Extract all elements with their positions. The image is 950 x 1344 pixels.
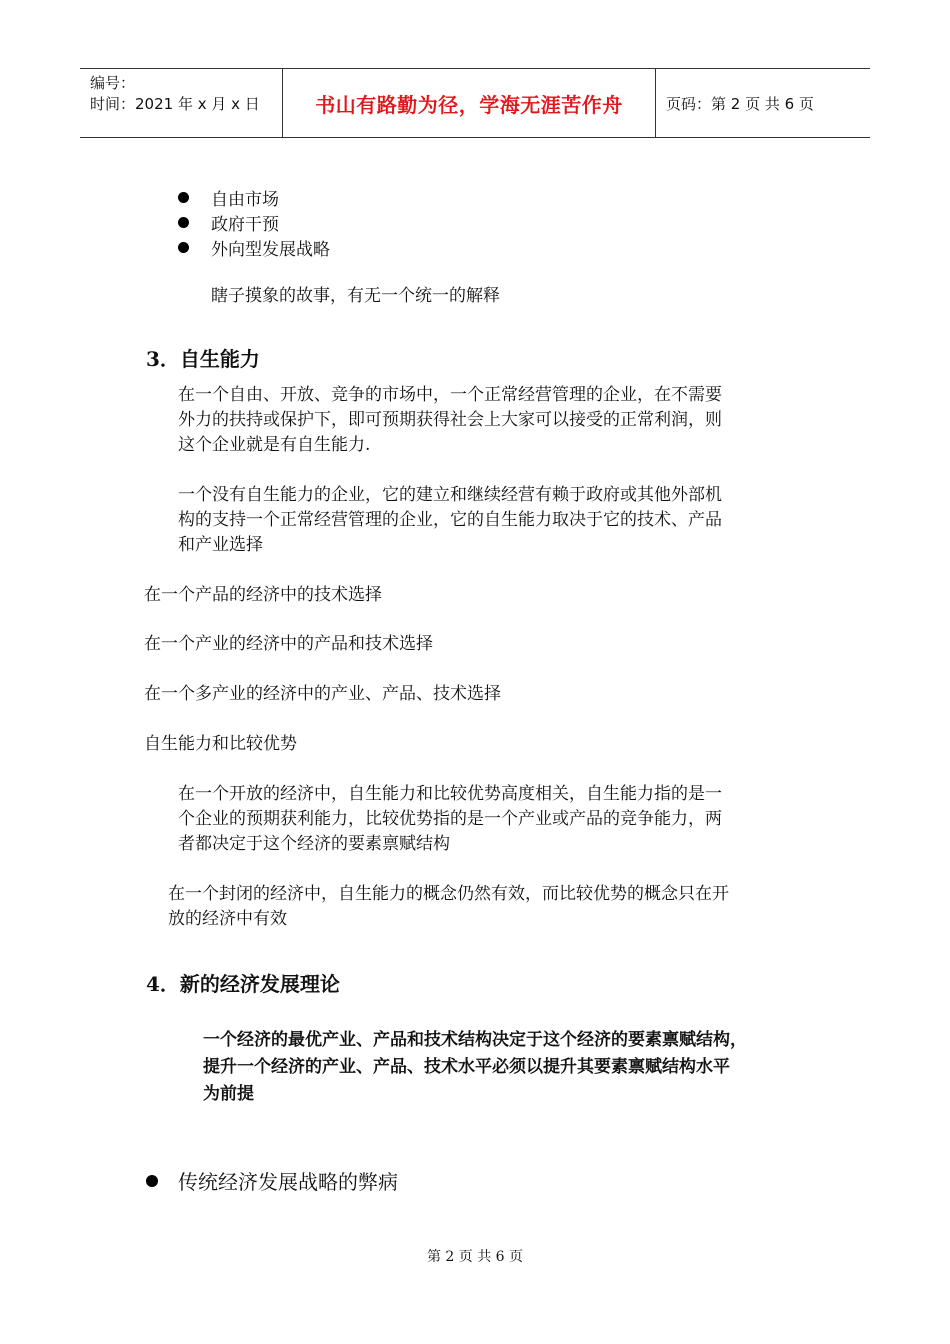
text-line: 个企业的预期获利能力，比较优势指的是一个产业或产品的竞争能力，两 [178, 809, 722, 829]
text-line: 在一个开放的经济中，自生能力和比较优势高度相关，自生能力指的是一 [178, 784, 722, 804]
blind-men-line: 瞎子摸象的故事，有无一个统一的解释 [211, 286, 500, 306]
doc-code-label: 编号： [90, 74, 136, 92]
header-page-label: 页码：第 2 页 共 6 页 [666, 94, 814, 113]
bullet-text: 政府干预 [211, 215, 279, 235]
text-line: 外力的扶持或保护下，即可预期获得社会上大家可以接受的正常利润，则 [178, 410, 722, 430]
bullet-dot-icon [178, 217, 189, 228]
text-line: 为前提 [203, 1084, 254, 1104]
section-4-heading: 4．新的经济发展理论 [146, 972, 340, 996]
text-line: 和产业选择 [178, 535, 263, 555]
section-3-paragraph-3 [178, 782, 722, 857]
page-footer: 第 2 页 共 6 页 [426, 1249, 524, 1265]
doc-time-label: 时间：2021 年 x 月 x 日 [90, 95, 260, 113]
text-line: 在一个封闭的经济中，自生能力的概念仍然有效，而比较优势的概念只在开 [168, 884, 729, 904]
text-line: 一个没有自生能力的企业，它的建立和继续经营有赖于政府或其他外部机 [178, 485, 722, 505]
text-line: 构的支持一个正常经营管理的企业，它的自生能力取决于它的技术、产品 [178, 510, 722, 530]
text-line: 一个经济的最优产业、产品和技术结构决定于这个经济的要素禀赋结构， [203, 1030, 747, 1050]
section-3-paragraph-2 [178, 483, 722, 558]
section-3-heading: 3．自生能力 [146, 347, 260, 371]
page-header [80, 68, 870, 138]
header-motto: 书山有路勤为径，学海无涯苦作舟 [315, 92, 623, 117]
bullet-dot-icon [146, 1175, 158, 1187]
bullet-dot-icon [178, 242, 189, 253]
text-line: 提升一个经济的产业、产品、技术水平必须以提升其要素禀赋结构水平 [203, 1057, 730, 1077]
section-3-paragraph-4 [168, 882, 729, 932]
bullet-item [178, 185, 279, 210]
text-line: 放的经济中有效 [168, 909, 287, 929]
text-line: 者都决定于这个经济的要素禀赋结构 [178, 834, 450, 854]
bullet-text: 自由市场 [211, 190, 279, 210]
bullet-item [178, 235, 330, 260]
header-meta [80, 69, 282, 137]
line-multi-industry: 在一个多产业的经济中的产业、产品、技术选择 [144, 684, 501, 704]
text-line: 在一个自由、开放、竞争的市场中，一个正常经营管理的企业，在不需要 [178, 385, 722, 405]
text-line: 这个企业就是有自生能力. [178, 435, 371, 455]
header-motto-cell [282, 69, 656, 137]
line-viability-advantage: 自生能力和比较优势 [144, 734, 297, 754]
bullet-item [146, 1166, 398, 1195]
header-page-cell [656, 69, 870, 137]
bullet-text: 外向型发展战略 [211, 240, 330, 260]
line-product-tech: 在一个产品的经济中的技术选择 [144, 585, 382, 605]
bullet-item [178, 210, 279, 235]
section-4-thesis [203, 1027, 747, 1108]
line-industry-product-tech: 在一个产业的经济中的产品和技术选择 [144, 634, 433, 654]
section-3-paragraph-1 [178, 383, 722, 458]
bullet-dot-icon [178, 192, 189, 203]
bullet-text: 传统经济发展战略的弊病 [178, 1170, 398, 1194]
